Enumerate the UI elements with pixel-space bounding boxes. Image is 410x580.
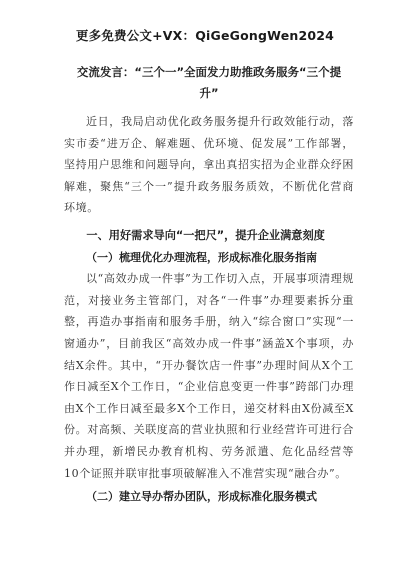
- intro-paragraph: 近日，我局启动优化政务服务提升行政效能行动，落实市委“进万企、解难题、优环境、促发展”工作部署，坚持用户思维和问题导向，拿出真招实招为企业群众纾困解难，聚焦“三个一”提升政务服务质效，不断优化营商环境。: [64, 115, 354, 215]
- watermark-header: 更多免费公文+VX：QiGeGongWen2024: [75, 28, 335, 43]
- document-title: 交流发言：“三个一”全面发力助推政务服务“三个提升”: [76, 65, 342, 100]
- subsection-heading-1: （一）梳理优化办理流程，形成标准化服务指南: [86, 250, 317, 264]
- document-body: [64, 62, 354, 508]
- subsection-heading-2: （二）建立导办帮办团队，形成标准化服务模式: [86, 490, 317, 504]
- section-heading-1: 一、用好需求导向“一把尺”，提升企业满意刻度: [86, 228, 325, 242]
- subsection-1-paragraph: 以“高效办成一件事”为工作切入点，开展事项清理规范，对接业务主管部门，对各“一件事”办理要素拆分重整，再造办事指南和服务手册，纳入“综合窗口”实现“一窗通办”，目前我区“高效办成一件事”涵盖X个事项，办结X余件。其中，“开办餐饮店一件事”办理时间从X个工作日减至X个工作日，“企业信息变更一件事”跨部门办理由X个工作日减至最多X个工作日，递交材料由X份减至X份。对高频、关联度高的营业执照和行业经营许可进行合并办理，新增民办教育机构、劳务派遣、危化品经营等10个证照并联审批事项破解准入不准营实现“融合办”。: [64, 272, 354, 480]
